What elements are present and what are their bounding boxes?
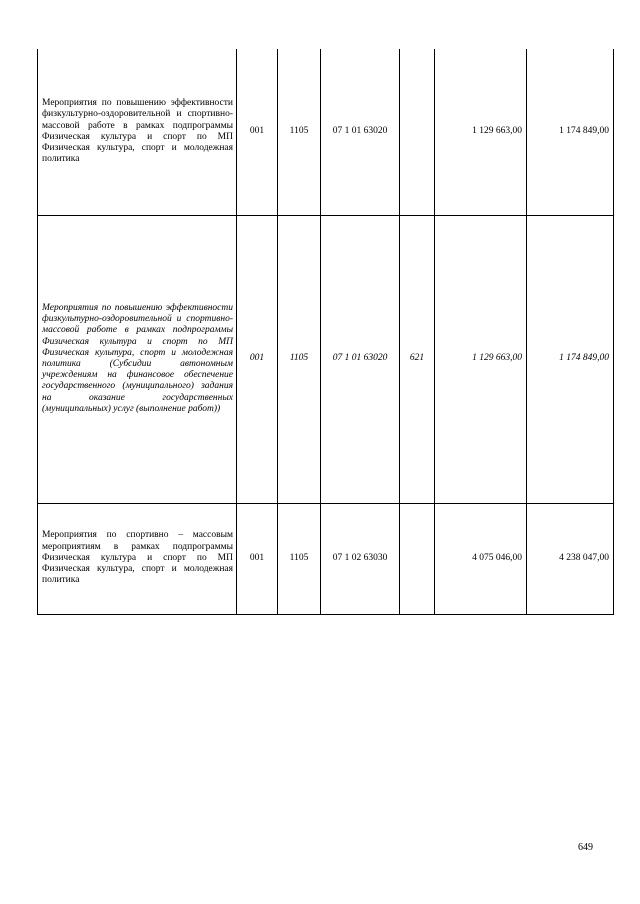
amount-2-cell: 1 174 849,00 <box>527 49 614 215</box>
target-article-cell: 07 1 01 63020 <box>321 215 400 503</box>
row-name-cell: Мероприятия по повышению эффективности физкультурно-оздоровительной и спортивно-массовой работе в рамках подпрограммы Физическая культура и спорт по МП Физическая культура, спорт и молодежная политика (Субсидии автономным учреждениям на финансовое обеспечение государственного (муниципального) задания на оказание государственных (муниципальных) услуг (выполнение работ)) <box>38 215 237 503</box>
expense-type-cell <box>400 503 435 614</box>
row-name-cell: Мероприятия по повышению эффективности физкультурно-оздоровительной и спортивно-массовой работе в рамках подпрограммы Физическая культура и спорт по МП Физическая культура, спорт и молодежная политика <box>38 49 237 215</box>
target-article-cell: 07 1 01 63020 <box>321 49 400 215</box>
section-cell: 1105 <box>278 49 321 215</box>
amount-1-cell: 1 129 663,00 <box>435 49 527 215</box>
target-article-cell: 07 1 02 63030 <box>321 503 400 614</box>
amount-1-cell: 1 129 663,00 <box>435 215 527 503</box>
grbs-cell: 001 <box>237 49 278 215</box>
amount-1-cell: 4 075 046,00 <box>435 503 527 614</box>
budget-table <box>37 49 614 615</box>
amount-2-cell: 1 174 849,00 <box>527 215 614 503</box>
row-name-cell: Мероприятия по спортивно – массовым мероприятиям в рамках подпрограммы Физическая культура и спорт по МП Физическая культура, спорт и молодежная политика <box>38 503 237 614</box>
page-number: 649 <box>578 842 593 853</box>
grbs-cell: 001 <box>237 503 278 614</box>
table-row <box>38 215 614 503</box>
section-cell: 1105 <box>278 215 321 503</box>
table-row <box>38 49 614 215</box>
section-cell: 1105 <box>278 503 321 614</box>
expense-type-cell <box>400 49 435 215</box>
grbs-cell: 001 <box>237 215 278 503</box>
table-row <box>38 503 614 614</box>
amount-2-cell: 4 238 047,00 <box>527 503 614 614</box>
expense-type-cell: 621 <box>400 215 435 503</box>
